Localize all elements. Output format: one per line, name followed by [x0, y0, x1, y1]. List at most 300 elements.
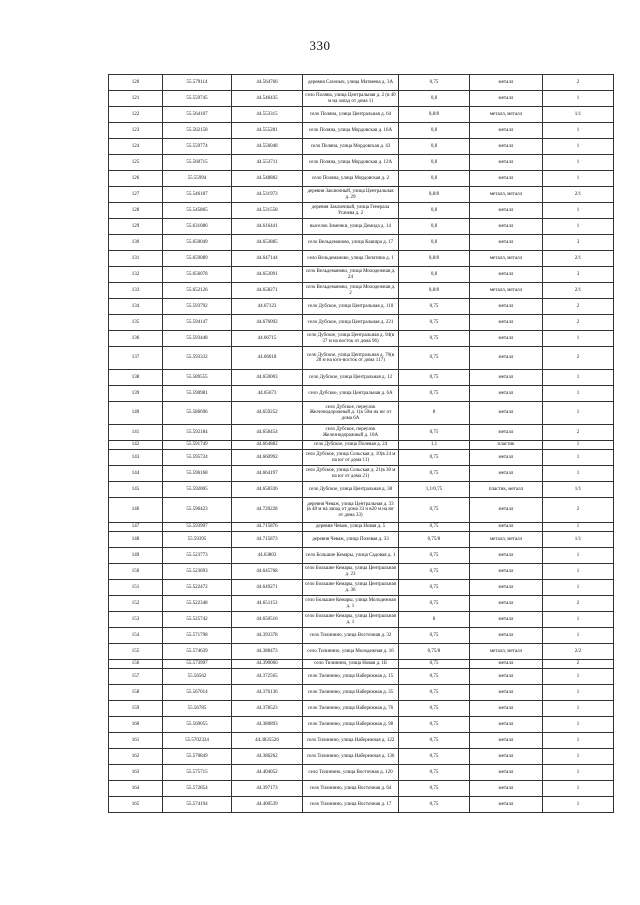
- latitude-cell: 55.659089: [163, 251, 232, 267]
- longitude-cell: 44.658271: [232, 283, 303, 299]
- latitude-cell: 55.567014: [163, 685, 232, 701]
- table-row: [109, 532, 614, 548]
- table-row: [109, 644, 614, 660]
- row-number-cell: 146: [109, 498, 163, 523]
- area-cell: 0,75: [399, 548, 470, 564]
- row-number-cell: 158: [109, 685, 163, 701]
- table-row: [109, 765, 614, 781]
- latitude-cell: 55.564107: [163, 107, 232, 123]
- longitude-cell: 44.715876: [232, 523, 303, 532]
- area-cell: 0,75: [399, 749, 470, 765]
- row-number-cell: 137: [109, 347, 163, 370]
- container-count-cell: 1: [543, 612, 614, 628]
- row-number-cell: 148: [109, 532, 163, 548]
- area-cell: 0,75: [399, 425, 470, 441]
- container-sites-table: [108, 74, 614, 813]
- row-number-cell: 161: [109, 733, 163, 749]
- latitude-cell: 55.596423: [163, 498, 232, 523]
- address-cell: село Тилинино, улица Восточная д. 32: [303, 628, 399, 644]
- longitude-cell: 44.645768: [232, 564, 303, 580]
- longitude-cell: 44.653091: [232, 267, 303, 283]
- latitude-cell: 55.523773: [163, 548, 232, 564]
- table-row: [109, 425, 614, 441]
- area-cell: 0,8/8: [399, 187, 470, 203]
- latitude-cell: 55.593792: [163, 299, 232, 315]
- material-cell: металл: [470, 315, 543, 331]
- address-cell: деревня Заключный, улица Центральная д. 29: [303, 187, 399, 203]
- container-count-cell: 1: [543, 580, 614, 596]
- longitude-cell: 44.553711: [232, 155, 303, 171]
- table-row: [109, 466, 614, 482]
- table-body: [109, 75, 614, 813]
- address-cell: село Поляна, улица Центральная д. 64: [303, 107, 399, 123]
- material-cell: металл: [470, 370, 543, 386]
- table-row: [109, 315, 614, 331]
- material-cell: металл: [470, 628, 543, 644]
- latitude-cell: 55.56562: [163, 669, 232, 685]
- latitude-cell: 55.574639: [163, 644, 232, 660]
- longitude-cell: 44.616441: [232, 219, 303, 235]
- address-cell: село Вельдеманово, улица Молодежная д. 2: [303, 283, 399, 299]
- row-number-cell: 129: [109, 219, 163, 235]
- container-count-cell: 1/1: [543, 107, 614, 123]
- table-row: [109, 482, 614, 498]
- container-count-cell: 2: [543, 425, 614, 441]
- longitude-cell: 44.393378: [232, 628, 303, 644]
- area-cell: 0,75: [399, 717, 470, 733]
- longitude-cell: 44.658336: [232, 482, 303, 498]
- latitude-cell: 55.590981: [163, 386, 232, 402]
- longitude-cell: 44.650516: [232, 612, 303, 628]
- longitude-cell: 44.647144: [232, 251, 303, 267]
- area-cell: 0,75: [399, 466, 470, 482]
- container-count-cell: 1: [543, 155, 614, 171]
- area-cell: 0,75: [399, 701, 470, 717]
- container-count-cell: 2: [543, 299, 614, 315]
- latitude-cell: 55.569055: [163, 717, 232, 733]
- address-cell: село Дубское, улица Центральная д. 70(в 28 м на юго-восток от дома 117): [303, 347, 399, 370]
- table-row: [109, 386, 614, 402]
- address-cell: село Поляна, улица Мордовская д. 2: [303, 171, 399, 187]
- area-cell: 0,8: [399, 219, 470, 235]
- longitude-cell: 44.67123: [232, 299, 303, 315]
- area-cell: 0,75: [399, 781, 470, 797]
- latitude-cell: 55.525742: [163, 612, 232, 628]
- address-cell: село Дубское, улица Центральная д. 94(в 37 м на восток от дома 96): [303, 331, 399, 347]
- row-number-cell: 141: [109, 425, 163, 441]
- row-number-cell: 140: [109, 402, 163, 425]
- row-number-cell: 132: [109, 267, 163, 283]
- table-row: [109, 733, 614, 749]
- table-row: [109, 781, 614, 797]
- area-cell: 0,8: [399, 235, 470, 251]
- area-cell: 0,75: [399, 765, 470, 781]
- latitude-cell: 55.55994: [163, 171, 232, 187]
- latitude-cell: 55.574194: [163, 797, 232, 813]
- latitude-cell: 55.650049: [163, 235, 232, 251]
- longitude-cell: 44.553315: [232, 107, 303, 123]
- material-cell: металл: [470, 523, 543, 532]
- area-cell: 8: [399, 402, 470, 425]
- row-number-cell: 156: [109, 660, 163, 669]
- container-count-cell: 1: [543, 386, 614, 402]
- latitude-cell: 55.586696: [163, 402, 232, 425]
- material-cell: металл: [470, 219, 543, 235]
- container-count-cell: 1: [543, 203, 614, 219]
- row-number-cell: 142: [109, 441, 163, 450]
- longitude-cell: 44.658454: [232, 425, 303, 441]
- table-row: [109, 441, 614, 450]
- row-number-cell: 164: [109, 781, 163, 797]
- row-number-cell: 138: [109, 370, 163, 386]
- row-number-cell: 163: [109, 765, 163, 781]
- row-number-cell: 155: [109, 644, 163, 660]
- table-row: [109, 347, 614, 370]
- address-cell: село Дубское, улица Сельская д. 10(в 24 м на юг от дома 11): [303, 450, 399, 466]
- address-cell: село Тилинино, улица Набережная д. 35: [303, 685, 399, 701]
- table-row: [109, 123, 614, 139]
- address-cell: село Тилинино, улица Восточная д. 120: [303, 765, 399, 781]
- latitude-cell: 55.559774: [163, 139, 232, 155]
- row-number-cell: 151: [109, 580, 163, 596]
- address-cell: село Тилинино, улица Молодежная д. 16: [303, 644, 399, 660]
- latitude-cell: 55.571798: [163, 628, 232, 644]
- latitude-cell: 55.573997: [163, 660, 232, 669]
- row-number-cell: 128: [109, 203, 163, 219]
- material-cell: металл, металл: [470, 532, 543, 548]
- area-cell: 0,75: [399, 331, 470, 347]
- material-cell: пластик: [470, 441, 543, 450]
- row-number-cell: 124: [109, 139, 163, 155]
- area-cell: 0,8: [399, 203, 470, 219]
- address-cell: выселок Зименки, улица Демида д. 14: [303, 219, 399, 235]
- container-count-cell: 3: [543, 235, 614, 251]
- material-cell: металл: [470, 765, 543, 781]
- area-cell: 0,75: [399, 580, 470, 596]
- row-number-cell: 131: [109, 251, 163, 267]
- address-cell: деревня Чеваж, улица Полевая д. 33: [303, 532, 399, 548]
- row-number-cell: 123: [109, 123, 163, 139]
- area-cell: 0,75/8: [399, 532, 470, 548]
- container-count-cell: 1: [543, 171, 614, 187]
- area-cell: 0,75/8: [399, 644, 470, 660]
- longitude-cell: 44.376136: [232, 685, 303, 701]
- area-cell: 0,75: [399, 498, 470, 523]
- material-cell: металл, металл: [470, 187, 543, 203]
- row-number-cell: 122: [109, 107, 163, 123]
- table-row: [109, 235, 614, 251]
- area-cell: 0,8: [399, 155, 470, 171]
- table-row: [109, 203, 614, 219]
- material-cell: металл: [470, 299, 543, 315]
- address-cell: село Тилинино, улица Восточная д. 64: [303, 781, 399, 797]
- area-cell: 0,75: [399, 370, 470, 386]
- material-cell: металл: [470, 612, 543, 628]
- table-row: [109, 612, 614, 628]
- latitude-cell: 55.59395: [163, 532, 232, 548]
- area-cell: 0,75: [399, 660, 470, 669]
- table-row: [109, 450, 614, 466]
- material-cell: металл: [470, 717, 543, 733]
- latitude-cell: 55.545865: [163, 203, 232, 219]
- table-row: [109, 267, 614, 283]
- latitude-cell: 55.595724: [163, 450, 232, 466]
- material-cell: металл: [470, 749, 543, 765]
- row-number-cell: 121: [109, 91, 163, 107]
- material-cell: металл: [470, 75, 543, 91]
- longitude-cell: 44.388473: [232, 644, 303, 660]
- address-cell: село Большие Кемары, улица Садовая д. 1: [303, 548, 399, 564]
- material-cell: металл: [470, 347, 543, 370]
- container-count-cell: 1: [543, 733, 614, 749]
- longitude-cell: 44.649271: [232, 580, 303, 596]
- row-number-cell: 149: [109, 548, 163, 564]
- longitude-cell: 44.664197: [232, 466, 303, 482]
- area-cell: 0,75: [399, 669, 470, 685]
- material-cell: металл: [470, 498, 543, 523]
- latitude-cell: 55.591749: [163, 441, 232, 450]
- area-cell: 0,8/8: [399, 107, 470, 123]
- area-cell: 0,75: [399, 733, 470, 749]
- area-cell: 0,8/8: [399, 251, 470, 267]
- material-cell: металл: [470, 548, 543, 564]
- container-count-cell: 2: [543, 498, 614, 523]
- address-cell: село Вельдеманово, улица Лопатина д. 1: [303, 251, 399, 267]
- container-count-cell: 1: [543, 685, 614, 701]
- latitude-cell: 55.592184: [163, 425, 232, 441]
- address-cell: село Дубское, улица Сельская д. 21(в 30 м на юг от дома 21): [303, 466, 399, 482]
- table-row: [109, 717, 614, 733]
- container-count-cell: 1: [543, 781, 614, 797]
- table-row: [109, 498, 614, 523]
- material-cell: металл: [470, 203, 543, 219]
- material-cell: металл: [470, 733, 543, 749]
- material-cell: металл: [470, 402, 543, 425]
- material-cell: металл: [470, 425, 543, 441]
- page-number: 330: [309, 38, 331, 53]
- area-cell: 0,75: [399, 75, 470, 91]
- row-number-cell: 165: [109, 797, 163, 813]
- material-cell: металл: [470, 386, 543, 402]
- container-count-cell: 1: [543, 564, 614, 580]
- area-cell: 0,75: [399, 685, 470, 701]
- longitude-cell: 44.65673: [232, 386, 303, 402]
- latitude-cell: 55.522348: [163, 596, 232, 612]
- table-row: [109, 402, 614, 425]
- area-cell: 0,75: [399, 299, 470, 315]
- row-number-cell: 139: [109, 386, 163, 402]
- area-cell: 0,75: [399, 347, 470, 370]
- container-count-cell: 2/1: [543, 283, 614, 299]
- container-count-cell: 2: [543, 660, 614, 669]
- material-cell: металл, металл: [470, 283, 543, 299]
- material-cell: пластик, металл: [470, 482, 543, 498]
- address-cell: село Большие Кемары, улица Центральная д. 36: [303, 580, 399, 596]
- address-cell: село Дубское, улица Центральная д. 12: [303, 370, 399, 386]
- area-cell: 0,75: [399, 450, 470, 466]
- longitude-cell: 44.66018: [232, 347, 303, 370]
- address-cell: село Дубское, улица Центральная д. 110: [303, 299, 399, 315]
- row-number-cell: 134: [109, 299, 163, 315]
- table-row: [109, 797, 614, 813]
- table-row: [109, 548, 614, 564]
- longitude-cell: 44.651153: [232, 596, 303, 612]
- container-count-cell: 1/1: [543, 482, 614, 498]
- container-count-cell: 2: [543, 315, 614, 331]
- material-cell: металл: [470, 155, 543, 171]
- row-number-cell: 157: [109, 669, 163, 685]
- longitude-cell: 44.664882: [232, 441, 303, 450]
- address-cell: село Тилинино, улица Набережная д. 136: [303, 749, 399, 765]
- latitude-cell: 55.592005: [163, 482, 232, 498]
- material-cell: металл: [470, 596, 543, 612]
- area-cell: 0,75: [399, 386, 470, 402]
- area-cell: 0,75: [399, 797, 470, 813]
- longitude-cell: 44.3835526: [232, 733, 303, 749]
- address-cell: село Дубское, переулок Железнодорожный д. 10А: [303, 425, 399, 441]
- row-number-cell: 160: [109, 717, 163, 733]
- latitude-cell: 55.631086: [163, 219, 232, 235]
- container-count-cell: 1: [543, 749, 614, 765]
- material-cell: металл: [470, 564, 543, 580]
- longitude-cell: 44.676092: [232, 315, 303, 331]
- table-row: [109, 660, 614, 669]
- address-cell: село Дубское, переулок Железнодорожный д. 1(в 50м на юг от дома 6А: [303, 402, 399, 425]
- table-row: [109, 107, 614, 123]
- latitude-cell: 55.589555: [163, 370, 232, 386]
- row-number-cell: 152: [109, 596, 163, 612]
- area-cell: 0,75: [399, 315, 470, 331]
- row-number-cell: 127: [109, 187, 163, 203]
- latitude-cell: 55.56785: [163, 701, 232, 717]
- address-cell: село Тилинино, улица Новая д. 1Б: [303, 660, 399, 669]
- longitude-cell: 44.720228: [232, 498, 303, 523]
- container-count-cell: 1: [543, 370, 614, 386]
- table-row: [109, 564, 614, 580]
- longitude-cell: 44.548882: [232, 171, 303, 187]
- container-count-cell: 2: [543, 347, 614, 370]
- latitude-cell: 55.596168: [163, 466, 232, 482]
- address-cell: село Вельдеманово, улица Молодежная д. 24: [303, 267, 399, 283]
- material-cell: металл, металл: [470, 644, 543, 660]
- table-row: [109, 75, 614, 91]
- row-number-cell: 126: [109, 171, 163, 187]
- material-cell: металл: [470, 466, 543, 482]
- address-cell: село Поляна, улица Мордовская д. 12А: [303, 155, 399, 171]
- address-cell: село Большие Кемары, улица Центральная д. 23: [303, 564, 399, 580]
- longitude-cell: 44.378523: [232, 701, 303, 717]
- table-row: [109, 701, 614, 717]
- table-row: [109, 251, 614, 267]
- table-row: [109, 299, 614, 315]
- longitude-cell: 44.397173: [232, 781, 303, 797]
- row-number-cell: 125: [109, 155, 163, 171]
- address-cell: село Большие Кемары, улица Центральная д. 1: [303, 612, 399, 628]
- row-number-cell: 147: [109, 523, 163, 532]
- table-row: [109, 91, 614, 107]
- address-cell: деревня Чеваж, улица Центральная д. 33 (в 48 м на запад от дома 33 и в20 м на юг от дома 33): [303, 498, 399, 523]
- longitude-cell: 44.531973: [232, 187, 303, 203]
- latitude-cell: 55.570849: [163, 749, 232, 765]
- area-cell: 0,8: [399, 267, 470, 283]
- material-cell: металл, металл: [470, 251, 543, 267]
- area-cell: 1,1: [399, 441, 470, 450]
- latitude-cell: 55.593997: [163, 523, 232, 532]
- row-number-cell: 150: [109, 564, 163, 580]
- area-cell: 0,75: [399, 564, 470, 580]
- container-count-cell: 2/1: [543, 187, 614, 203]
- row-number-cell: 153: [109, 612, 163, 628]
- area-cell: 0,8: [399, 91, 470, 107]
- latitude-cell: 55.522472: [163, 580, 232, 596]
- table-row: [109, 370, 614, 386]
- container-count-cell: 1: [543, 123, 614, 139]
- material-cell: металл: [470, 331, 543, 347]
- longitude-cell: 44.372565: [232, 669, 303, 685]
- latitude-cell: 55.593332: [163, 347, 232, 370]
- material-cell: металл: [470, 580, 543, 596]
- address-cell: село Тилинино, улица Набережная д. 15: [303, 669, 399, 685]
- address-cell: село Дубское, улица Центральная д. 38: [303, 482, 399, 498]
- address-cell: село Дубское, улица Центральная д. 6А: [303, 386, 399, 402]
- material-cell: металл: [470, 450, 543, 466]
- container-count-cell: 1: [543, 219, 614, 235]
- address-cell: село Поляна, улица Центральная д. 2 (в 40 м на запад от дома 1): [303, 91, 399, 107]
- table-row: [109, 580, 614, 596]
- longitude-cell: 44.715873: [232, 532, 303, 548]
- table-row: [109, 155, 614, 171]
- longitude-cell: 44.66715: [232, 331, 303, 347]
- area-cell: 0,8: [399, 123, 470, 139]
- longitude-cell: 44.404052: [232, 765, 303, 781]
- table-row: [109, 685, 614, 701]
- longitude-cell: 44.555281: [232, 123, 303, 139]
- container-count-cell: 1: [543, 548, 614, 564]
- address-cell: село Вельдеманово, улица Кашира д. 17: [303, 235, 399, 251]
- table-row: [109, 219, 614, 235]
- container-count-cell: 1: [543, 466, 614, 482]
- container-count-cell: 1: [543, 797, 614, 813]
- latitude-cell: 55.572854: [163, 781, 232, 797]
- material-cell: металл: [470, 685, 543, 701]
- address-cell: деревня Заключный, улица Генерала Усачева д. 2: [303, 203, 399, 219]
- material-cell: металл, металл: [470, 107, 543, 123]
- table-row: [109, 139, 614, 155]
- longitude-cell: 44.63803: [232, 548, 303, 564]
- table-row: [109, 749, 614, 765]
- container-count-cell: 1: [543, 139, 614, 155]
- container-count-cell: 1: [543, 628, 614, 644]
- row-number-cell: 145: [109, 482, 163, 498]
- container-count-cell: 1: [543, 669, 614, 685]
- table-row: [109, 596, 614, 612]
- material-cell: металл: [470, 91, 543, 107]
- longitude-cell: 44.659252: [232, 402, 303, 425]
- table-row: [109, 187, 614, 203]
- address-cell: село Тилинино, улица Набережная д. 76: [303, 701, 399, 717]
- table-row: [109, 331, 614, 347]
- address-cell: село Поляна, улица Мордовская д. 43: [303, 139, 399, 155]
- address-cell: село Дубское, улица Центральная д. 221: [303, 315, 399, 331]
- address-cell: село Тилинино, улица Набережная д. 122: [303, 733, 399, 749]
- longitude-cell: 44.390066: [232, 660, 303, 669]
- material-cell: металл: [470, 797, 543, 813]
- longitude-cell: 44.400539: [232, 797, 303, 813]
- table-row: [109, 628, 614, 644]
- address-cell: село Большие Кемары, улица Молодежная д. 1: [303, 596, 399, 612]
- container-count-cell: 1: [543, 91, 614, 107]
- latitude-cell: 55.546187: [163, 187, 232, 203]
